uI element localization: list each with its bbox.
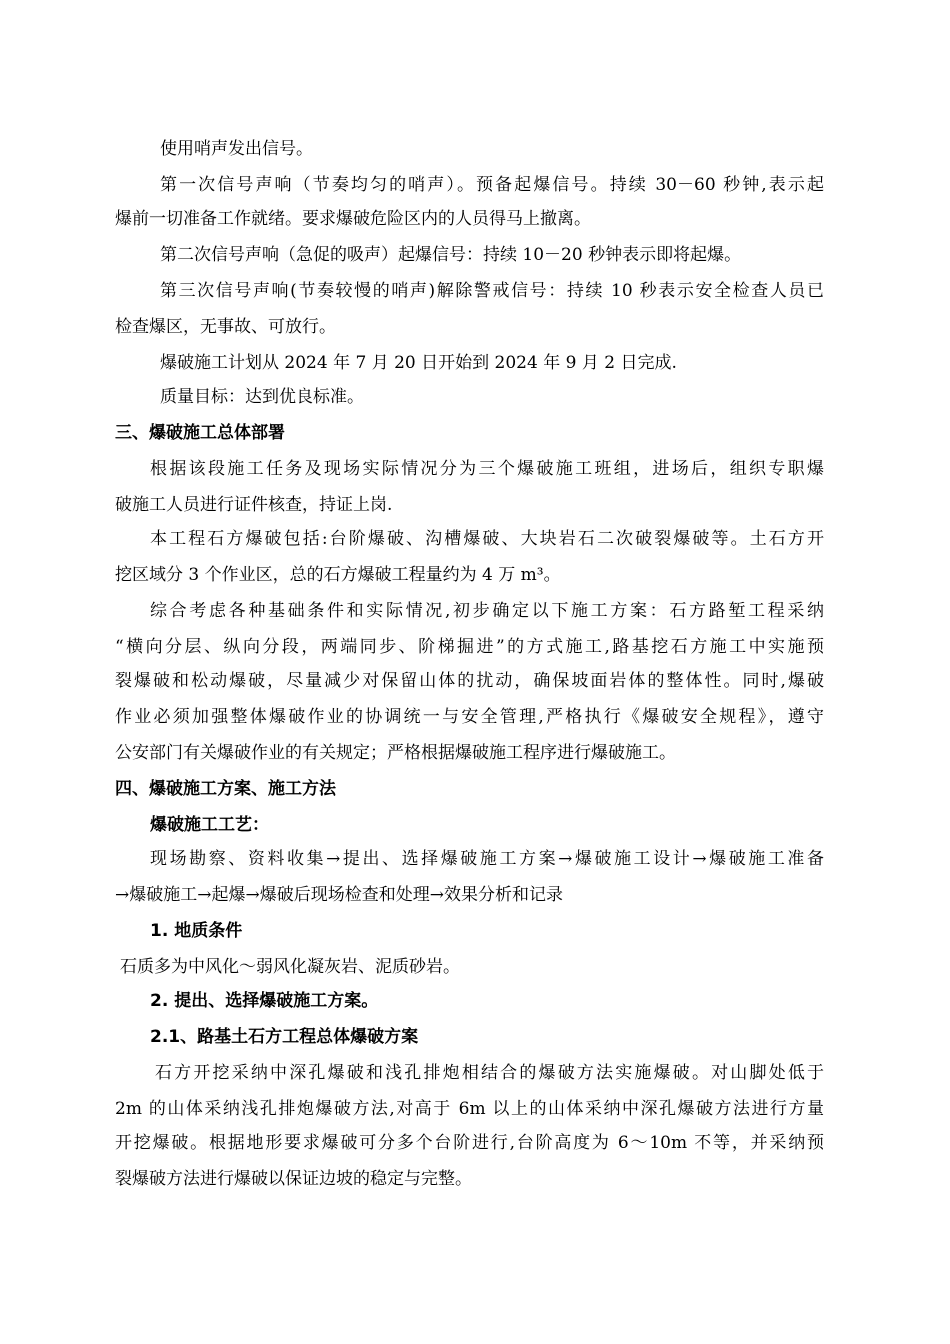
paragraph-line: 第三次信号声响(节奏较慢的哨声)解除警戒信号：持续 10 秒表示安全检查人员已 — [160, 281, 824, 301]
paragraph-line: 裂爆破和松动爆破，尽量减少对保留山体的扰动，确保坡面岩体的整体性。同时,爆破 — [115, 671, 824, 691]
paragraph-line: 开挖爆破。根据地形要求爆破可分多个台阶进行,台阶高度为 6～10m 不等，并采纳预 — [115, 1133, 824, 1153]
paragraph-line: 2m 的山体采纳浅孔排炮爆破方法,对高于 6m 以上的山体采纳中深孔爆破方法进行方量 — [115, 1099, 824, 1119]
paragraph-line: 裂爆破方法进行爆破以保证边坡的稳定与完整。 — [115, 1169, 472, 1189]
paragraph-line: 本工程石方爆破包括:台阶爆破、沟槽爆破、大块岩石二次破裂爆破等。土石方开 — [150, 529, 824, 549]
subsection-heading: 2. 提出、选择爆破施工方案。 — [150, 991, 379, 1011]
paragraph-line: 破施工人员进行证件核查，持证上岗. — [115, 495, 393, 515]
paragraph-line: 挖区域分 3 个作业区，总的石方爆破工程量约为 4 万 m³。 — [115, 565, 561, 585]
paragraph-line: 石质多为中风化～弱风化凝灰岩、泥质砂岩。 — [120, 957, 460, 977]
paragraph-line: 第二次信号声响（急促的吸声）起爆信号：持续 10－20 秒钟表示即将起爆。 — [160, 245, 742, 265]
paragraph-line: 现场勘察、资料收集→提出、选择爆破施工方案→爆破施工设计→爆破施工准备 — [150, 849, 824, 869]
paragraph-line: 综合考虑各种基础条件和实际情况,初步确定以下施工方案：石方路堑工程采纳 — [150, 601, 824, 621]
paragraph-line: 公安部门有关爆破作业的有关规定；严格根据爆破施工程序进行爆破施工。 — [115, 743, 676, 763]
section-heading: 三、爆破施工总体部署 — [115, 423, 285, 443]
paragraph-line: →爆破施工→起爆→爆破后现场检查和处理→效果分析和记录 — [115, 885, 563, 905]
subsection-heading: 爆破施工工艺： — [150, 815, 269, 835]
paragraph-line: “横向分层、纵向分段，两端同步、阶梯掘进”的方式施工,路基挖石方施工中实施预 — [115, 637, 824, 657]
paragraph-line: 爆破施工计划从 2024 年 7 月 20 日开始到 2024 年 9 月 2 日完成. — [160, 353, 677, 373]
paragraph-line: 第一次信号声响（节奏均匀的哨声）。预备起爆信号。持续 30－60 秒钟,表示起 — [160, 175, 824, 195]
paragraph-line: 石方开挖采纳中深孔爆破和浅孔排炮相结合的爆破方法实施爆破。对山脚处低于 — [155, 1063, 824, 1083]
paragraph-line: 爆前一切准备工作就绪。要求爆破危险区内的人员得马上撤离。 — [115, 209, 591, 229]
subsection-heading: 1. 地质条件 — [150, 921, 243, 941]
paragraph-line: 使用哨声发出信号。 — [160, 139, 313, 159]
subsection-heading: 2.1、路基土石方工程总体爆破方案 — [150, 1027, 419, 1047]
section-heading: 四、爆破施工方案、施工方法 — [115, 779, 336, 799]
paragraph-line: 根据该段施工任务及现场实际情况分为三个爆破施工班组，进场后，组织专职爆 — [150, 459, 824, 479]
paragraph-line: 质量目标：达到优良标准。 — [160, 387, 364, 407]
paragraph-line: 作业必须加强整体爆破作业的协调统一与安全管理,严格执行《爆破安全规程》，遵守 — [115, 707, 824, 727]
paragraph-line: 检查爆区，无事故、可放行。 — [115, 317, 336, 337]
